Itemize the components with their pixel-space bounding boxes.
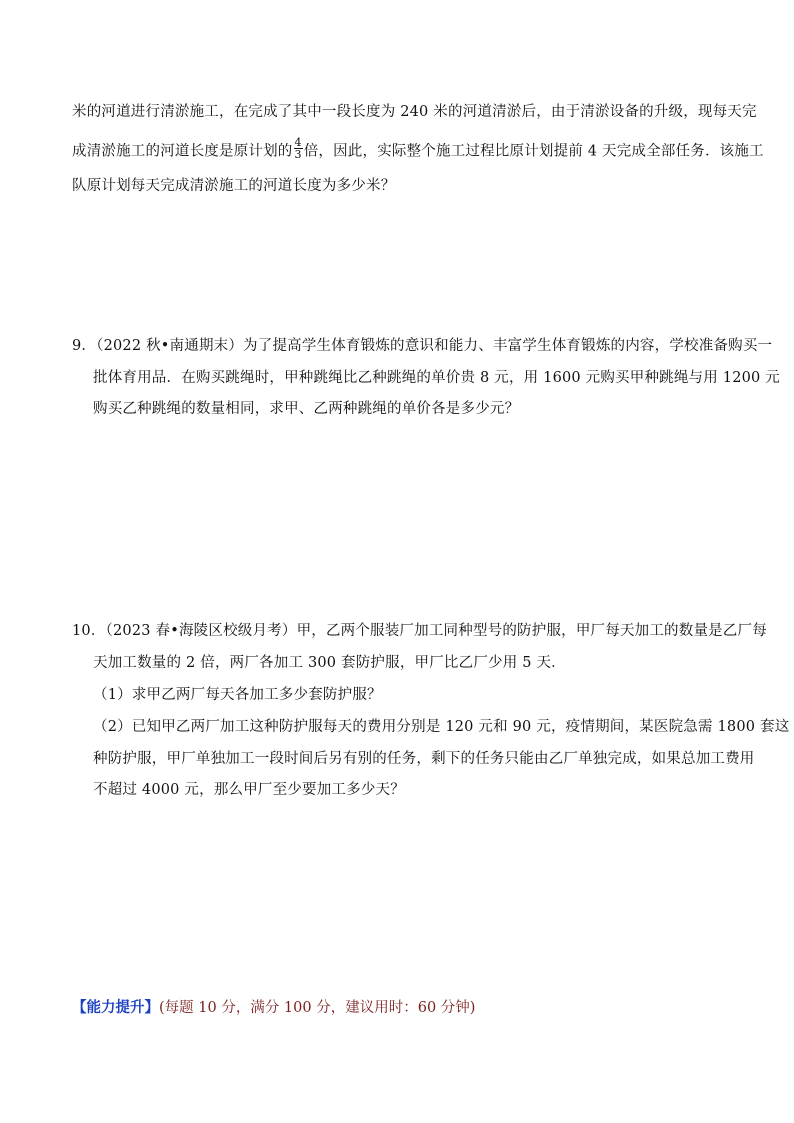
q10-line-2: 天加工数量的 2 倍，两厂各加工 300 套防护服，甲厂比乙厂少用 5 天． <box>93 655 566 671</box>
q8-line-2-after: 倍，因此，实际整个施工过程比原计划提前 4 天完成全部任务．该施工 <box>303 143 764 160</box>
q9-line-2: 批体育用品．在购买跳绳时，甲种跳绳比乙种跳绳的单价贵 8 元，用 1600 元购买甲种跳绳与用 1200 元 <box>93 370 780 386</box>
fraction-four-thirds <box>294 137 303 160</box>
q8-line-2 <box>72 136 764 163</box>
q10-line-1: 10．（2023 春•海陵区校级月考）甲，乙两个服装厂加工同种型号的防护服，甲厂每天加工的数量是乙厂每 <box>72 623 767 639</box>
q8-line-3: 队原计划每天完成清淤施工的河道长度为多少米？ <box>72 178 396 194</box>
q10-sub-2-line-3: 不超过 4000 元，那么甲厂至少要加工多少天？ <box>93 782 405 798</box>
fraction-denominator: 3 <box>294 148 302 161</box>
section-title: 【能力提升】 <box>72 999 159 1016</box>
fraction-numerator: 4 <box>294 136 302 149</box>
q8-line-1: 米的河道进行清淤施工，在完成了其中一段长度为 240 米的河道清淤后，由于清淤设备的升级，现每天完 <box>72 104 757 120</box>
q8-line-2-before: 成清淤施工的河道长度是原计划的 <box>72 143 293 160</box>
q9-line-1: 9．（2022 秋•南通期末）为了提高学生体育锻炼的意识和能力、丰富学生体育锻炼的内容，学校准备购买一 <box>72 338 773 354</box>
q10-sub-1: （1）求甲乙两厂每天各加工多少套防护服？ <box>93 687 382 703</box>
q9-line-3: 购买乙种跳绳的数量相同，求甲、乙两种跳绳的单价各是多少元？ <box>93 401 520 417</box>
section-note: (每题 10 分，满分 100 分，建议用时：60 分钟) <box>159 1000 476 1016</box>
section-heading <box>72 998 475 1018</box>
q10-sub-2-line-2: 种防护服，甲厂单独加工一段时间后另有别的任务，剩下的任务只能由乙厂单独完成，如果总加工费用 <box>93 751 755 767</box>
q10-sub-2-line-1: （2）已知甲乙两厂加工这种防护服每天的费用分别是 120 元和 90 元，疫情期间，某医院急需 1800 套这 <box>93 719 790 735</box>
